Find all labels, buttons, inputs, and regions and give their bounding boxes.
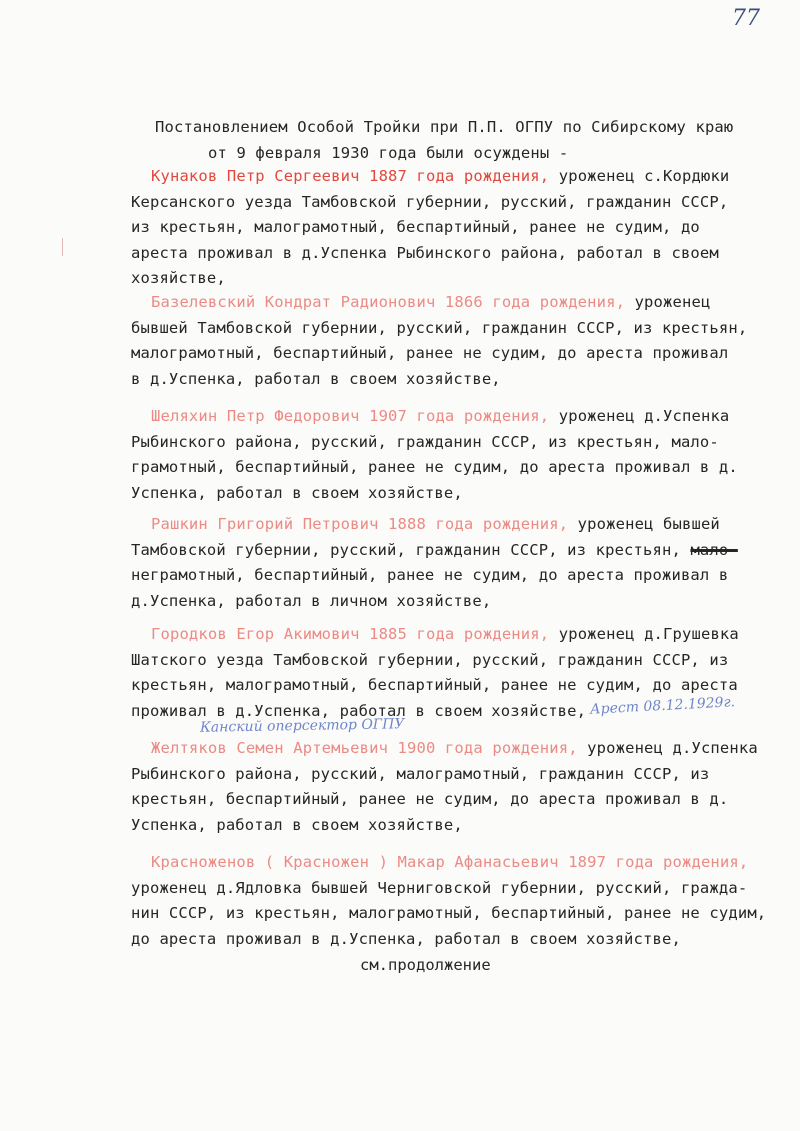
entry-rashkin [131, 512, 789, 614]
margin-mark [62, 238, 69, 256]
entry-text: грамотный, беспартийный, ранее не судим, до ареста проживал в д. [131, 458, 738, 477]
continuation-note: см.продолжение [360, 956, 491, 974]
entry-text: в д.Успенка, работал в своем хозяйстве, [131, 369, 501, 388]
entry-text: Успенка, работал в своем хозяйстве, [131, 483, 463, 502]
page-number: 77 [732, 6, 760, 31]
entry-bazelevsky [131, 290, 789, 392]
entry-text: нин СССР, из крестьян, малограмотный, беспартийный, ранее не судим, [131, 904, 767, 923]
entry-text: уроженец д.Ядловка бывшей Черниговской губернии, русский, гражда- [131, 878, 748, 897]
person-name: Кунаков Петр Сергеевич 1887 года рождения, [151, 167, 550, 185]
entry-text: хозяйстве, [131, 269, 226, 288]
entry-krasnozhenov [131, 850, 789, 952]
entry-text: уроженец д.Грушевка [549, 625, 739, 643]
handwritten-department-note: Канский оперсектор ОГПУ [199, 716, 405, 736]
header-line-2: от 9 февраля 1930 года были осуждены - [208, 144, 569, 162]
person-name: Городков Егор Акимович 1885 года рождения, [151, 625, 550, 643]
entry-text: Рыбинского района, русский, малограмотный, гражданин СССР, из [131, 764, 710, 783]
entry-text: из крестьян, малограмотный, беспартийный, ранее не судим, до [131, 218, 700, 237]
entry-text: Рыбинского района, русский, гражданин СССР, из крестьян, мало- [131, 432, 719, 451]
entry-text: Шатского уезда Тамбовской губернии, русский, гражданин СССР, из [131, 650, 729, 669]
entry-text: проживал в д.Успенка, работал в своем хозяйстве, [131, 701, 587, 720]
handwritten-arrest-note: Арест 08.12.1929г. [589, 694, 736, 718]
person-name: Базелевский Кондрат Радионович 1866 года рождения, [151, 293, 626, 311]
entry-shelyakhin [131, 404, 789, 506]
person-name: Красноженов ( Красножен ) Макар Афанасьевич 1897 года рождения, [151, 853, 749, 871]
entry-text: уроженец с.Кордюки [549, 167, 730, 185]
entry-text: малограмотный, беспартийный, ранее не судим, до ареста проживал [131, 344, 729, 363]
struck-word: мало- [690, 540, 738, 559]
entry-text: уроженец д.Успенка [577, 739, 758, 757]
header-line-1: Постановлением Особой Тройки при П.П. ОГПУ по Сибирскому краю [155, 118, 734, 136]
entry-text: уроженец бывшей [568, 515, 720, 533]
entry-kunakov [131, 164, 789, 292]
person-name: Желтяков Семен Артемьевич 1900 года рождения, [151, 739, 578, 757]
entry-text: до ареста проживал в д.Успенка, работал в своем хозяйстве, [131, 929, 681, 948]
person-name: Шеляхин Петр Федорович 1907 года рождения, [151, 407, 550, 425]
entry-text: д.Успенка, работал в личном хозяйстве, [131, 591, 492, 610]
entry-text: Успенка, работал в своем хозяйстве, [131, 815, 463, 834]
entry-text: Тамбовской губернии, русский, гражданин СССР, из крестьян, [131, 540, 691, 559]
person-name: Рашкин Григорий Петрович 1888 года рождения, [151, 515, 569, 533]
entry-text: бывшей Тамбовской губернии, русский, гражданин СССР, из крестьян, [131, 318, 748, 337]
entry-text: уроженец д.Успенка [549, 407, 730, 425]
entry-text: Керсанского уезда Тамбовской губернии, русский, гражданин СССР, [131, 192, 729, 211]
entry-text: уроженец [625, 293, 711, 311]
entry-text: крестьян, малограмотный, беспартийный, ранее не судим, до ареста [131, 676, 738, 695]
entry-zheltyakov [131, 736, 789, 838]
entry-text: крестьян, беспартийный, ранее не судим, до ареста проживал в д. [131, 790, 729, 809]
entry-text: ареста проживал в д.Успенка Рыбинского района, работал в своем [131, 243, 719, 262]
entry-text: неграмотный, беспартийный, ранее не судим, до ареста проживал в [131, 566, 729, 585]
